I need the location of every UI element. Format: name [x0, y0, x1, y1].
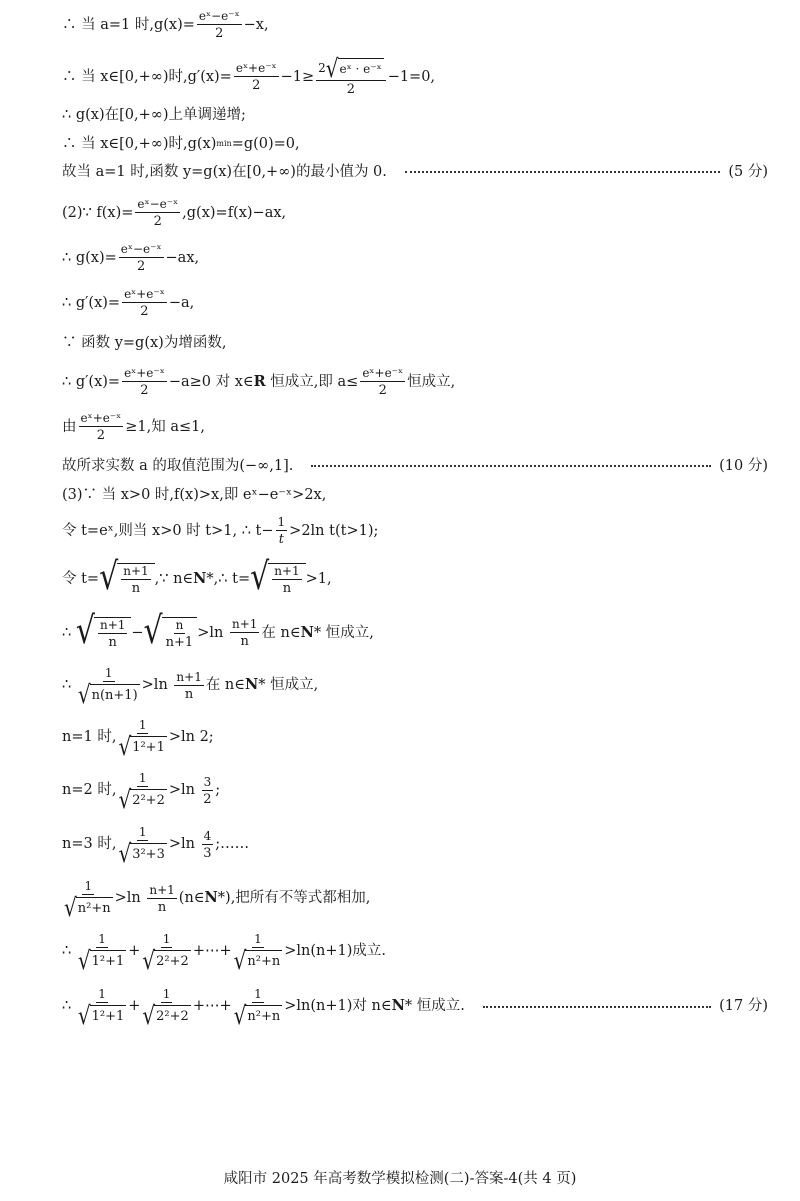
expr-text: ;: [215, 782, 221, 799]
expr-text: +: [128, 998, 141, 1015]
expr-text: 恒成立,即 a≤: [265, 373, 359, 390]
numerator: 1: [138, 825, 147, 839]
solution-line-22: [62, 932, 386, 975]
numerator: 1: [104, 666, 113, 680]
expr-text: ∴ g′(x)=: [62, 294, 121, 311]
solution-line-16: [62, 609, 374, 653]
denominator: n: [240, 634, 249, 649]
radical: [143, 609, 198, 653]
fraction: [79, 412, 124, 442]
expr-text: ∴ 当 x∈[0,+∞)时,g(x): [62, 136, 217, 152]
solution-line-8: [62, 288, 194, 318]
radical: [325, 53, 384, 83]
solution-line-7: [62, 243, 199, 273]
denominator: 2: [153, 214, 162, 229]
numerator: [316, 53, 386, 83]
fraction: [166, 619, 194, 649]
expr-text: * 恒成立,: [313, 624, 374, 641]
radicand: 2²+2: [154, 950, 191, 970]
radicand: 1²+1: [90, 1005, 127, 1025]
denominator: [233, 1000, 283, 1030]
expr-text: +: [128, 943, 141, 960]
fraction: [77, 932, 126, 975]
numerator: 1: [138, 771, 147, 785]
solution-line-5: [62, 165, 768, 180]
fraction: [118, 771, 166, 814]
radicand: [117, 563, 154, 595]
denominator: 2: [252, 78, 261, 93]
solution-line-9: [62, 336, 226, 351]
radicand: 2²+2: [130, 789, 167, 809]
fraction: [118, 718, 166, 761]
radical: [118, 731, 166, 761]
expr-text: ∴: [62, 998, 76, 1015]
denominator: 2: [140, 383, 149, 398]
expr-text: −: [131, 624, 144, 641]
radical: [77, 1000, 126, 1030]
real-set-symbol: R: [253, 372, 266, 390]
radical-sign: √: [118, 784, 132, 814]
fraction: [135, 198, 180, 228]
solution-line-11: [62, 412, 205, 442]
solution-line-4: ∴ 当 x∈[0,+∞)时,g(x) min =g(0)=0,: [62, 136, 300, 152]
solution-line-17: [62, 666, 319, 709]
score-label: (10 分): [719, 458, 768, 474]
expr-text: −x,: [243, 16, 269, 33]
denominator: [77, 945, 126, 975]
radical-sign: √: [142, 945, 156, 975]
expr-text: ,∵ n∈: [154, 570, 194, 587]
expr-text: * 恒成立,: [258, 677, 319, 694]
natural-set-symbol: N: [300, 623, 314, 641]
numerator: 1: [162, 932, 171, 946]
numerator: eˣ+e⁻ˣ: [124, 287, 165, 301]
numerator: eˣ+e⁻ˣ: [362, 366, 404, 380]
numerator: eˣ−e⁻ˣ: [137, 197, 179, 211]
solution-line-3: [62, 108, 246, 123]
expr-text: 在 n∈: [261, 624, 301, 641]
fraction: [316, 53, 386, 97]
radical-sign: √: [118, 838, 132, 868]
denominator: [118, 838, 166, 868]
fraction: [233, 932, 283, 975]
fraction: [118, 825, 166, 868]
numerator: n: [175, 618, 184, 632]
natural-set-symbol: N: [245, 676, 259, 694]
expr-text: >ln: [168, 836, 200, 853]
numerator: eˣ−e⁻ˣ: [198, 9, 240, 23]
expr-text: ∴ 当 x∈[0,+∞)时,g′(x)=: [62, 68, 232, 85]
expr-text: 故当 a=1 时,函数 y=g(x)在[0,+∞)的最小值为 0.: [62, 164, 387, 180]
solution-line-18: [62, 718, 214, 761]
numerator: 4: [203, 828, 212, 843]
solution-line-12: [62, 459, 768, 474]
fraction: [147, 884, 176, 914]
radicand: [268, 563, 305, 595]
numerator: eˣ−e⁻ˣ: [120, 242, 162, 256]
numerator: 1: [162, 987, 171, 1001]
page-footer: 咸阳市 2025 年高考数学模拟检测(二)-答案-4(共 4 页): [223, 1171, 577, 1187]
expr-text: >ln(n+1)成立.: [284, 943, 386, 960]
radical: [233, 1000, 283, 1030]
expr-text: * 恒成立.: [404, 998, 465, 1015]
expr-text: ∵ 函数 y=g(x)为增函数,: [62, 335, 227, 351]
expr-text: ∴ g′(x)=: [62, 373, 121, 390]
denominator: [118, 784, 166, 814]
denominator: [118, 731, 166, 761]
fraction: [142, 987, 190, 1030]
expr-text: >ln: [114, 890, 146, 907]
natural-set-symbol: N: [204, 889, 218, 907]
expr-text: n=2 时,: [62, 782, 117, 799]
natural-set-symbol: N: [391, 997, 405, 1015]
fraction: [230, 618, 259, 648]
fraction: [122, 367, 167, 397]
numerator: eˣ+e⁻ˣ: [80, 411, 122, 425]
numerator: n+1: [176, 669, 202, 684]
expr-text: *),把所有不等式都相加,: [217, 890, 371, 907]
solution-line-2: [62, 53, 436, 97]
solution-line-21: [62, 879, 371, 922]
denominator: n: [108, 635, 117, 650]
expr-text: −1=0,: [387, 68, 436, 85]
numerator: 1: [254, 932, 262, 946]
radical: [142, 1000, 190, 1030]
radical: [75, 609, 132, 653]
radical: [118, 838, 166, 868]
expr-text: >2ln t(t>1);: [289, 522, 379, 539]
solution-line-14: [62, 516, 378, 546]
radicand: [162, 617, 198, 649]
numerator: 1: [138, 718, 147, 732]
radicand: 2²+2: [154, 1005, 191, 1025]
radical-sign: √: [77, 679, 91, 709]
radicand: 1²+1: [130, 736, 167, 756]
fraction: [197, 10, 242, 40]
expr-text: 恒成立,: [407, 373, 456, 390]
denominator: n: [157, 899, 167, 915]
expr-text: 由: [62, 418, 77, 435]
denominator: 2: [137, 259, 146, 274]
expr-text: −a,: [168, 294, 195, 311]
expr-text: ∴ g(x)=: [62, 249, 117, 266]
numerator: 3: [203, 774, 212, 789]
numerator: n+1: [149, 882, 175, 897]
numerator: n+1: [274, 564, 300, 578]
dot-leader: [483, 1006, 711, 1008]
fraction: [276, 516, 288, 546]
expr-text: n=1 时,: [62, 729, 117, 746]
expr-text: (n∈: [178, 890, 205, 907]
radical: [77, 945, 126, 975]
numerator: n+1: [99, 618, 126, 632]
solution-line-23: [62, 987, 768, 1030]
radical-sign: √: [77, 945, 91, 975]
expr-text: 令 t=eˣ,则当 x>0 时 t>1, ∴ t−: [62, 522, 274, 539]
fraction: [360, 367, 405, 397]
expr-text: +⋯+: [192, 943, 232, 960]
expr-text: (3)∵ 当 x>0 时,f(x)>x,即 eˣ−e⁻ˣ>2x,: [62, 487, 327, 503]
expr-text: n=3 时,: [62, 836, 117, 853]
expr-text: ≥1,知 a≤1,: [125, 418, 205, 435]
fraction: [121, 565, 150, 595]
fraction: [234, 62, 279, 92]
expr-text: ;……: [215, 836, 250, 853]
fraction: [174, 671, 203, 701]
solution-line-13: [62, 488, 326, 503]
denominator: [77, 1000, 126, 1030]
denominator: [142, 1000, 190, 1030]
denominator: [77, 679, 140, 709]
radicand: [94, 617, 131, 649]
radicand: n²+n: [245, 950, 282, 970]
fraction: [142, 932, 190, 975]
radical: [118, 784, 166, 814]
expr-text: >ln: [168, 782, 200, 799]
denominator: [64, 892, 113, 922]
expr-text: >ln 2;: [168, 729, 214, 746]
denominator: 2: [140, 304, 149, 319]
solution-line-15: [62, 555, 332, 599]
numerator: 1: [84, 879, 93, 893]
expr-text: −1≥: [280, 68, 315, 85]
score-label: (5 分): [728, 164, 768, 180]
expr-text: (2)∵ f(x)=: [62, 204, 134, 221]
denominator: 2: [346, 82, 356, 97]
expr-text: ,g(x)=f(x)−ax,: [182, 204, 287, 221]
radical-sign: √: [325, 53, 339, 83]
radical-sign: √: [250, 555, 270, 599]
solution-line-20: [62, 825, 250, 868]
denominator: 3: [203, 845, 212, 861]
expr-text: *,∴ t=: [206, 570, 251, 587]
expr-text: =g(0)=0,: [231, 136, 300, 152]
radical: [233, 945, 283, 975]
solution-line-10: [62, 367, 455, 397]
radicand: n(n+1): [90, 684, 140, 704]
radical: [77, 679, 140, 709]
expr-text: >ln: [197, 624, 228, 641]
solution-line-1: [62, 10, 269, 40]
expr-text: ∴: [62, 677, 76, 694]
natural-set-symbol: N: [193, 569, 207, 587]
denominator: 2: [203, 791, 212, 807]
fraction: [202, 830, 214, 860]
fraction: [122, 288, 167, 318]
expr-text: 故所求实数 a 的取值范围为(−∞,1].: [62, 458, 294, 474]
coefficient: 2: [318, 61, 326, 75]
radicand: 3²+3: [130, 843, 167, 863]
fraction: [202, 776, 214, 806]
radical-sign: √: [77, 1000, 91, 1030]
denominator: [233, 945, 283, 975]
expr-text: >1,: [305, 570, 332, 587]
denominator: t: [278, 532, 284, 547]
numerator: eˣ+e⁻ˣ: [124, 366, 165, 380]
radical-sign: √: [142, 1000, 156, 1030]
denominator: n: [184, 686, 194, 702]
radical: [64, 892, 113, 922]
radical: [142, 945, 190, 975]
denominator: 2: [215, 26, 224, 41]
radicand: n²+n: [245, 1005, 282, 1025]
numerator: 1: [98, 932, 106, 946]
denominator: n+1: [165, 635, 194, 650]
fraction: [98, 619, 127, 649]
expr-text: ∴ 当 a=1 时,g(x)=: [62, 16, 195, 33]
expr-text: >ln(n+1)对 n∈: [284, 998, 392, 1015]
denominator: [142, 945, 190, 975]
numerator: eˣ+e⁻ˣ: [235, 61, 277, 75]
fraction: [64, 879, 113, 922]
radical-sign: √: [118, 731, 132, 761]
denominator: n: [131, 581, 141, 596]
radical-sign: √: [143, 609, 163, 653]
numerator: 1: [277, 515, 286, 529]
radical-sign: √: [233, 945, 247, 975]
expr-text: ∴ g(x)在[0,+∞)上单调递增;: [62, 107, 246, 123]
dot-leader: [405, 171, 720, 173]
expr-text: ∴: [62, 624, 76, 641]
radical: [99, 555, 155, 599]
expr-text: −ax,: [165, 249, 200, 266]
numerator: 1: [254, 987, 262, 1001]
fraction: [272, 565, 301, 595]
denominator: 2: [96, 428, 106, 443]
expr-text: 在 n∈: [205, 677, 246, 694]
solution-line-6: [62, 198, 286, 228]
radical-sign: √: [75, 609, 95, 653]
denominator: 2: [378, 383, 387, 398]
numerator: 1: [98, 987, 106, 1001]
radical-sign: √: [64, 892, 77, 922]
radical: [250, 555, 306, 599]
score-label: (17 分): [719, 998, 768, 1015]
radical-sign: √: [99, 555, 119, 599]
radicand: eˣ · e⁻ˣ: [338, 58, 384, 78]
numerator: n+1: [231, 617, 258, 631]
radicand: 1²+1: [90, 950, 127, 970]
expr-text: +⋯+: [192, 998, 232, 1015]
fraction: [77, 987, 126, 1030]
dot-leader: [311, 465, 711, 467]
expr-text: 令 t=: [62, 570, 100, 587]
solution-line-19: [62, 771, 221, 814]
expr-text: −a≥0 对 x∈: [168, 373, 254, 390]
denominator: n: [282, 581, 292, 596]
radicand: n²+n: [76, 897, 113, 917]
fraction: [233, 987, 283, 1030]
fraction: [119, 243, 164, 273]
numerator: n+1: [123, 564, 149, 578]
fraction: [77, 666, 140, 709]
expr-text: ∴: [62, 943, 76, 960]
radical-sign: √: [233, 1000, 247, 1030]
expr-text: >ln: [141, 677, 173, 694]
